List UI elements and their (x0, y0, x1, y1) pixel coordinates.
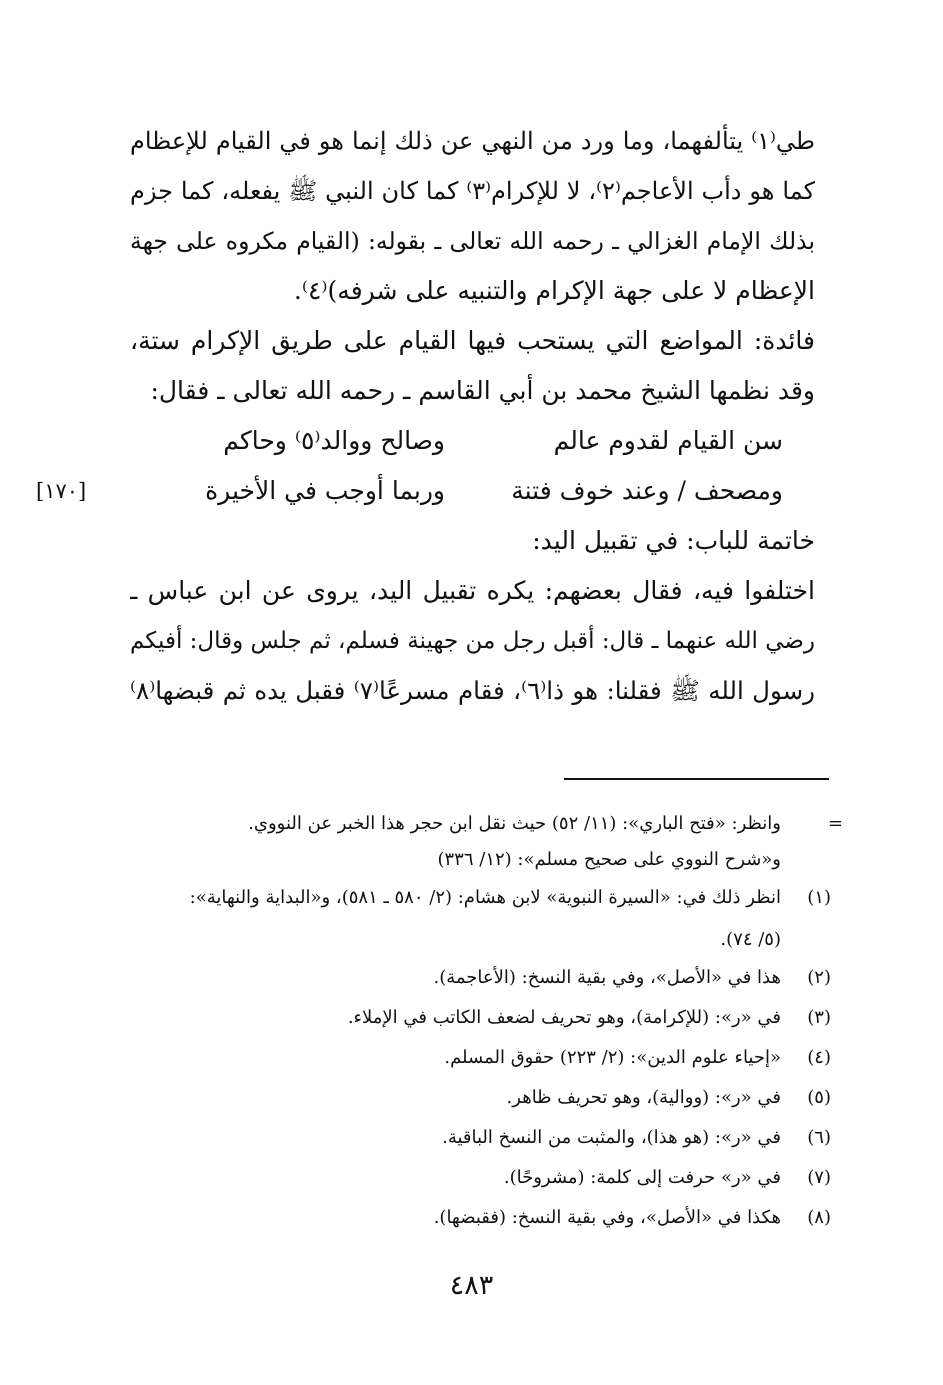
poem-hemistich-1b: وصالح ووالد⁽٥⁾ وحاكم (223, 426, 445, 455)
poem-hemistich-2b: وربما أوجب في الأخيرة (205, 476, 445, 505)
footnote-line: و«شرح النووي على صحيح مسلم»: (١٢/ ٣٣٦) (437, 849, 781, 870)
footnote-number: (٣) (807, 1007, 831, 1028)
footnote-line: وانظر: «فتح الباري»: (١١/ ٥٢) حيث نقل ابن حجر هذا الخبر عن النووي. (248, 813, 781, 834)
footnote-line: في «ر»: (هو هذا)، والمثبت من النسخ الباقية. (442, 1127, 781, 1148)
footnote-divider (564, 778, 829, 780)
text-line: بذلك الإمام الغزالي ـ رحمه الله تعالى ـ بقوله: (القيام مكروه على جهة (130, 227, 815, 255)
poem-hemistich-1a: سن القيام لقدوم عالم (553, 426, 783, 455)
footnote-number: (٥) (807, 1087, 831, 1108)
footnote-line: في «ر»: (ووالية)، وهو تحريف ظاهر. (506, 1087, 781, 1108)
footnote-line: في «ر» حرفت إلى كلمة: (مشروحًا). (503, 1167, 781, 1188)
footnote-number: (٢) (807, 967, 831, 988)
footnote-continuation-mark: = (827, 813, 843, 834)
text-line: رضي الله عنهما ـ قال: أقبل رجل من جهينة فسلم، ثم جلس وقال: أفيكم (130, 628, 815, 654)
text-line: طي⁽١⁾ يتألفهما، وما ورد من النهي عن ذلك إنما هو في القيام للإعظام (130, 127, 815, 155)
footnote-number: (٤) (807, 1047, 831, 1068)
footnote-line: في «ر»: (للإكرامة)، وهو تحريف لضعف الكاتب في الإملاء. (347, 1007, 781, 1028)
footnote-number: (٦) (807, 1127, 831, 1148)
text-line: الإعظام لا على جهة الإكرام والتنبيه على شرفه)⁽٤⁾. (293, 276, 815, 305)
footnote-line: هكذا في «الأصل»، وفي بقية النسخ: (فقبضها). (433, 1207, 781, 1228)
footnote-line: انظر ذلك في: «السيرة النبوية» لابن هشام: (٢/ ٥٨٠ ـ ٥٨١)، و«البداية والنهاية»: (189, 887, 781, 908)
footnote-line: (٥/ ٧٤). (720, 929, 781, 950)
text-line: كما هو دأب الأعاجم⁽٢⁾، لا للإكرام⁽٣⁾ كما كان النبي ﷺ يفعله، كما جزم (130, 177, 815, 205)
text-line: رسول الله ﷺ فقلنا: هو ذا⁽٦⁾، فقام مسرعًا⁽٧⁾ فقبل يده ثم قبضها⁽٨⁾ (130, 676, 815, 705)
footnote-number: (١) (807, 887, 831, 908)
footnote-number: (٧) (807, 1167, 831, 1188)
text-line: خاتمة للباب: في تقبيل اليد: (532, 526, 815, 555)
footnote-number: (٨) (807, 1207, 831, 1228)
page-number: ٤٨٣ (449, 1270, 494, 1301)
text-line: اختلفوا فيه، فقال بعضهم: يكره تقبيل اليد، يروى عن ابن عباس ـ (130, 576, 815, 605)
footnote-line: هذا في «الأصل»، وفي بقية النسخ: (الأعاجمة). (433, 967, 781, 988)
poem-hemistich-2a: ومصحف / وعند خوف فتنة (511, 476, 783, 505)
footnote-line: «إحياء علوم الدين»: (٢/ ٢٢٣) حقوق المسلم. (444, 1047, 781, 1068)
text-line: فائدة: المواضع التي يستحب فيها القيام على طريق الإكرام ستة، (130, 326, 815, 355)
text-line: وقد نظمها الشيخ محمد بن أبي القاسم ـ رحمه الله تعالى ـ فقال: (150, 376, 815, 405)
margin-page-reference: [١٧٠] (36, 479, 87, 503)
